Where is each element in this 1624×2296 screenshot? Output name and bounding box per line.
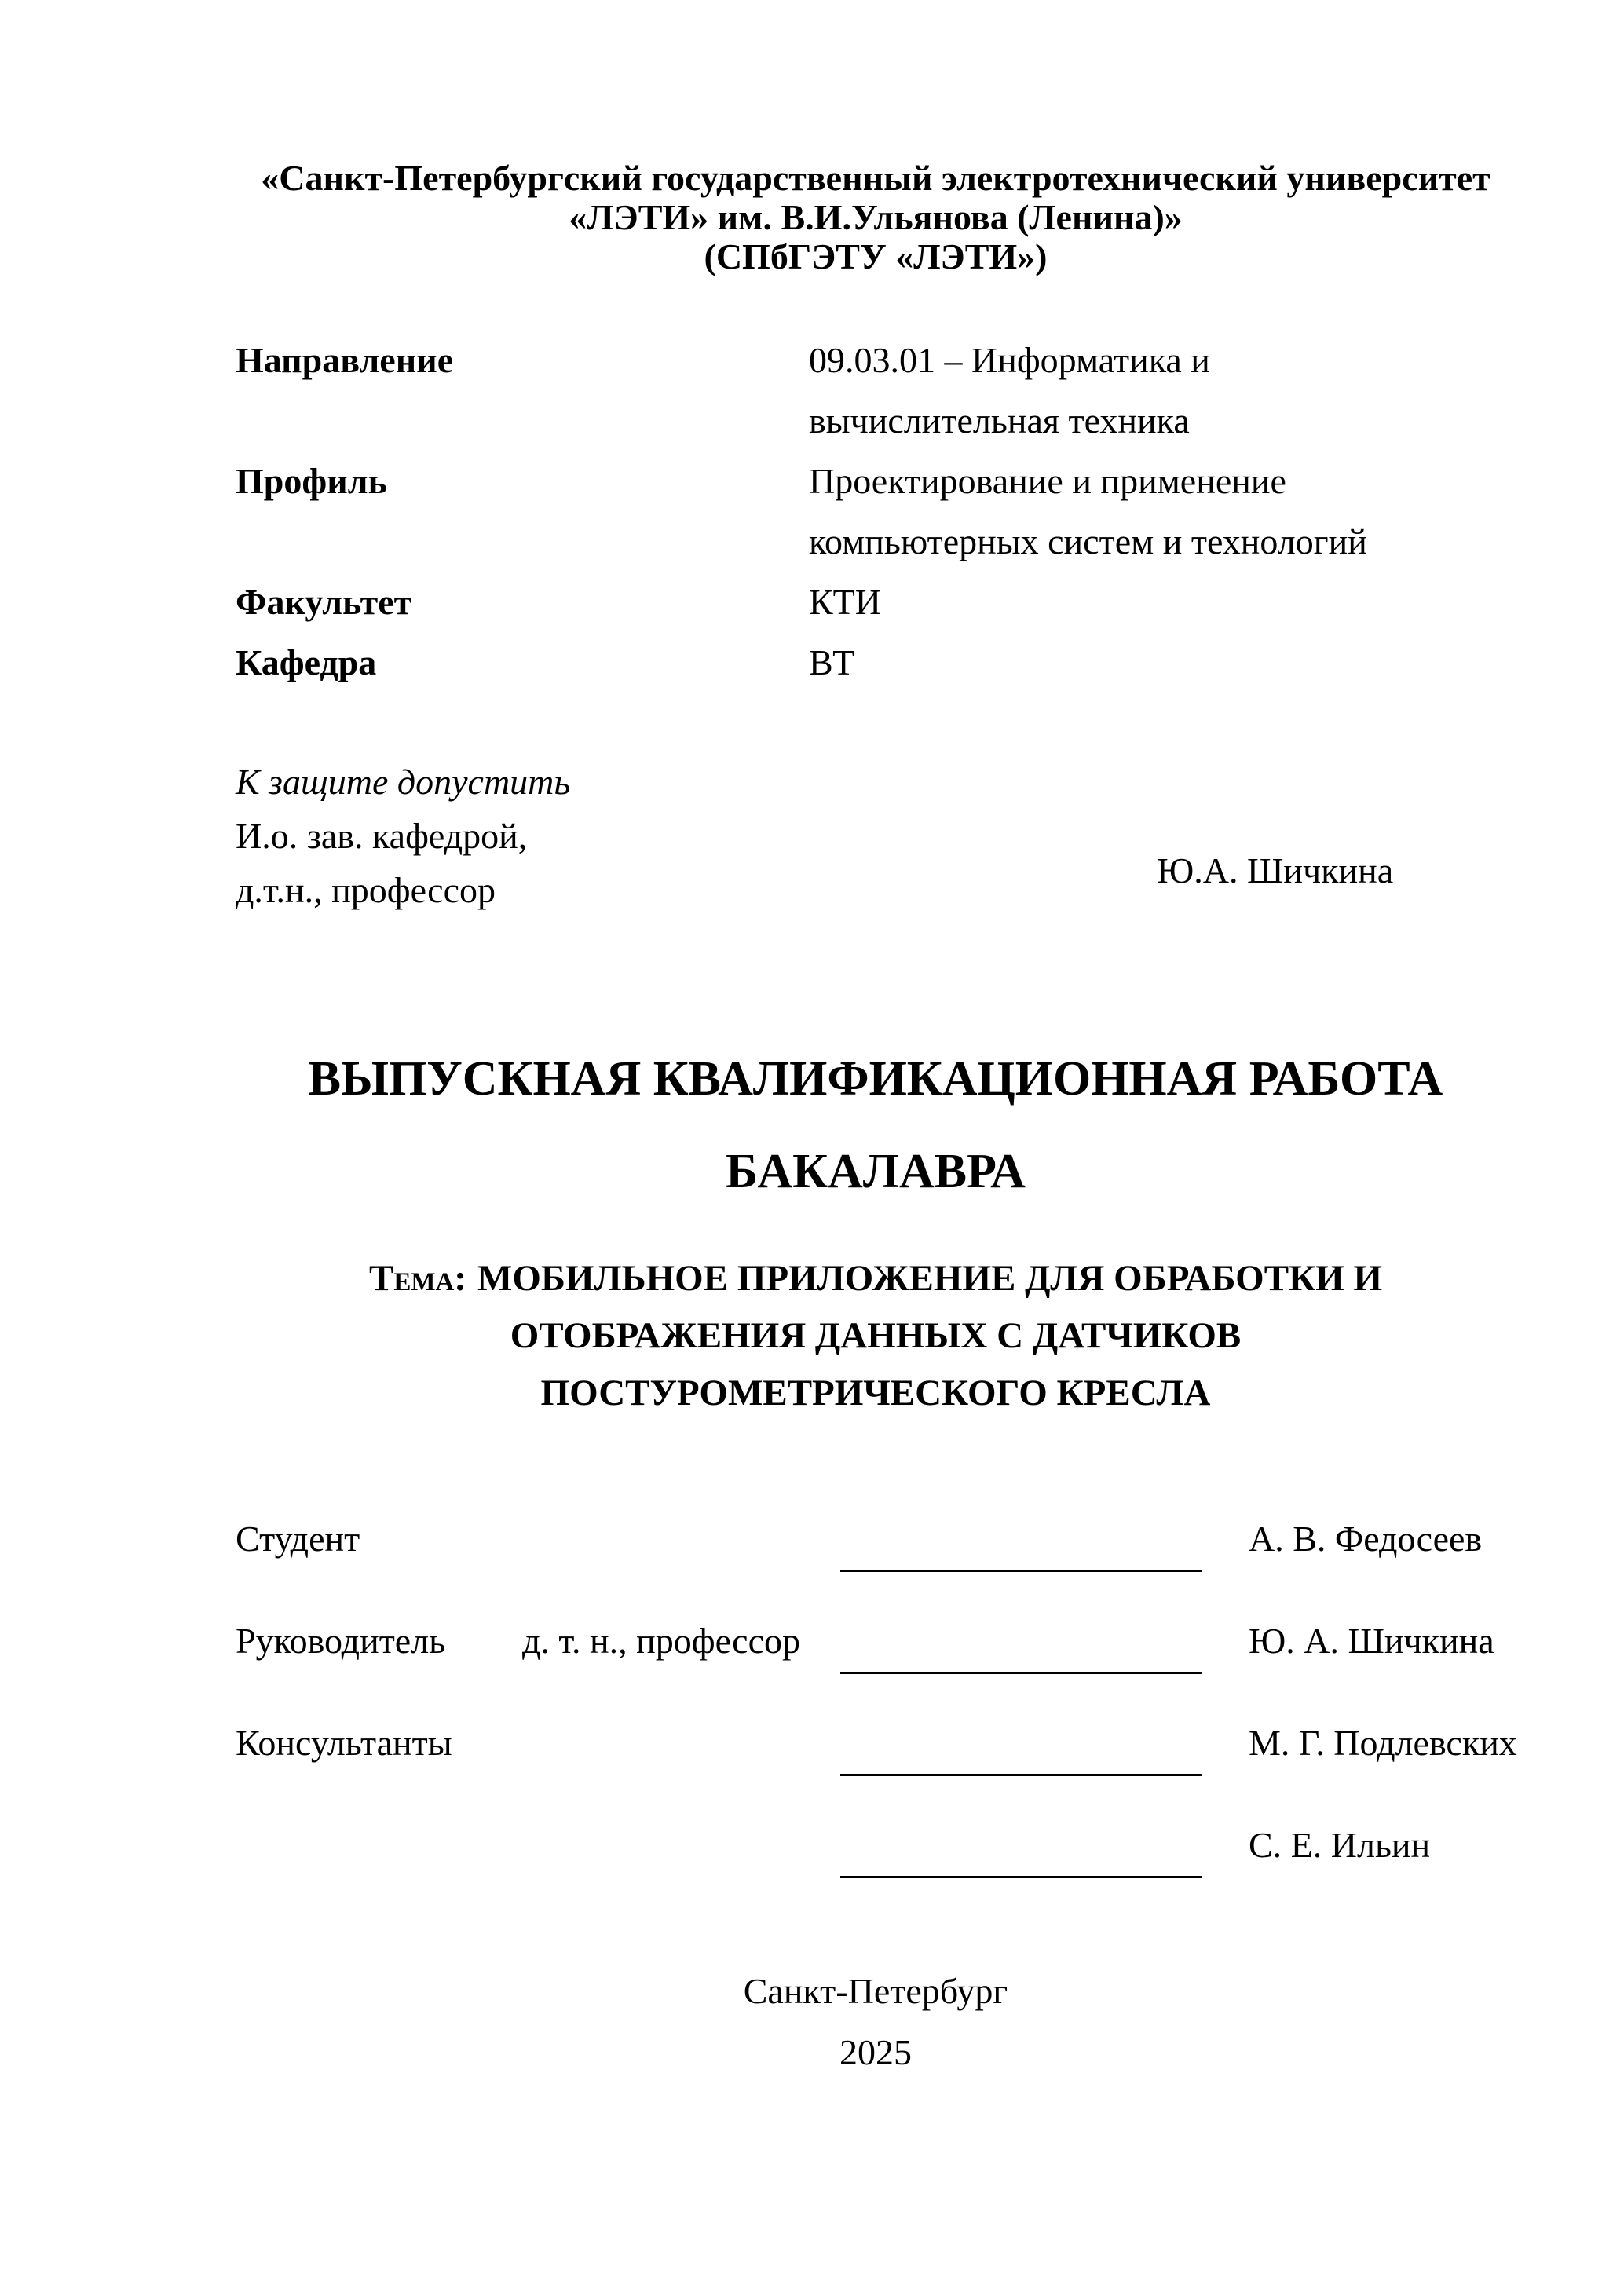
info-row-profile-cont [236, 511, 1516, 572]
info-row-department [236, 632, 1516, 693]
theme-label: Тема: [368, 1258, 466, 1299]
signature-row-consultant-2 [0, 1826, 1624, 1888]
university-name-line1: «Санкт-Петербургский государственный электротехнический университет [261, 158, 1490, 198]
supervisor-name: Ю. А. Шичкина [1249, 1621, 1494, 1661]
department-value: ВТ [809, 642, 855, 682]
university-name-line2: «ЛЭТИ» им. В.И.Ульянова (Ленина)» [569, 197, 1183, 237]
signature-line [840, 1826, 1202, 1878]
signature-line [840, 1621, 1202, 1674]
signature-row-consultant-1 [0, 1724, 1624, 1786]
info-row-direction-cont [236, 390, 1516, 451]
signature-row-supervisor [0, 1621, 1624, 1684]
consultant-1-name: М. Г. Подлевских [1249, 1723, 1517, 1763]
faculty-label: Факультет [236, 582, 412, 622]
footer-city: Санкт-Петербург [743, 1971, 1008, 2011]
footer-year: 2025 [839, 2032, 912, 2072]
direction-label: Направление [236, 340, 454, 380]
profile-value-line1: Проектирование и применение [809, 461, 1286, 501]
theme-text-line1: МОБИЛЬНОЕ ПРИЛОЖЕНИЕ ДЛЯ ОБРАБОТКИ И [477, 1258, 1383, 1299]
signature-row-student [0, 1519, 1624, 1582]
student-role-label: Студент [236, 1519, 360, 1559]
department-label: Кафедра [236, 642, 377, 682]
approver-position-line1: И.о. зав. кафедрой, [236, 816, 528, 856]
profile-value-line2: компьютерных систем и технологий [809, 521, 1367, 561]
direction-value-line2: вычислительная техника [809, 400, 1190, 441]
consultants-role-label: Консультанты [236, 1723, 452, 1763]
approver-name: Ю.А. Шичкина [1157, 850, 1394, 890]
work-title-line1: ВЫПУСКНАЯ КВАЛИФИКАЦИОННАЯ РАБОТА [308, 1052, 1443, 1106]
university-abbreviation: (СПбГЭТУ «ЛЭТИ») [704, 236, 1048, 276]
supervisor-role-label: Руководитель [236, 1621, 446, 1661]
approver-position-line2: д.т.н., профессор [236, 870, 496, 910]
info-row-profile [236, 451, 1516, 511]
work-title-line2: БАКАЛАВРА [726, 1145, 1026, 1198]
faculty-value: КТИ [809, 582, 881, 622]
footer-block [236, 1972, 1516, 2072]
work-title [236, 1033, 1516, 1218]
theme-block [236, 1250, 1516, 1422]
theme-line1 [236, 1250, 1516, 1307]
approval-phrase: К защите допустить [236, 762, 571, 802]
theme-text-line3: ПОСТУРОМЕТРИЧЕСКОГО КРЕСЛА [540, 1373, 1211, 1413]
theme-text-line2: ОТОБРАЖЕНИЯ ДАННЫХ С ДАТЧИКОВ [510, 1315, 1242, 1356]
university-header [236, 159, 1516, 276]
program-info [236, 330, 1516, 693]
signature-line [840, 1519, 1202, 1572]
info-row-direction [236, 330, 1516, 390]
supervisor-degree: д. т. н., профессор [522, 1621, 800, 1661]
signature-line [840, 1724, 1202, 1776]
approval-block [236, 755, 1516, 917]
consultant-2-name: С. Е. Ильин [1249, 1825, 1431, 1865]
direction-value-line1: 09.03.01 – Информатика и [809, 340, 1210, 380]
profile-label: Профиль [236, 461, 387, 501]
student-name: А. В. Федосеев [1249, 1519, 1483, 1559]
info-row-faculty [236, 572, 1516, 632]
